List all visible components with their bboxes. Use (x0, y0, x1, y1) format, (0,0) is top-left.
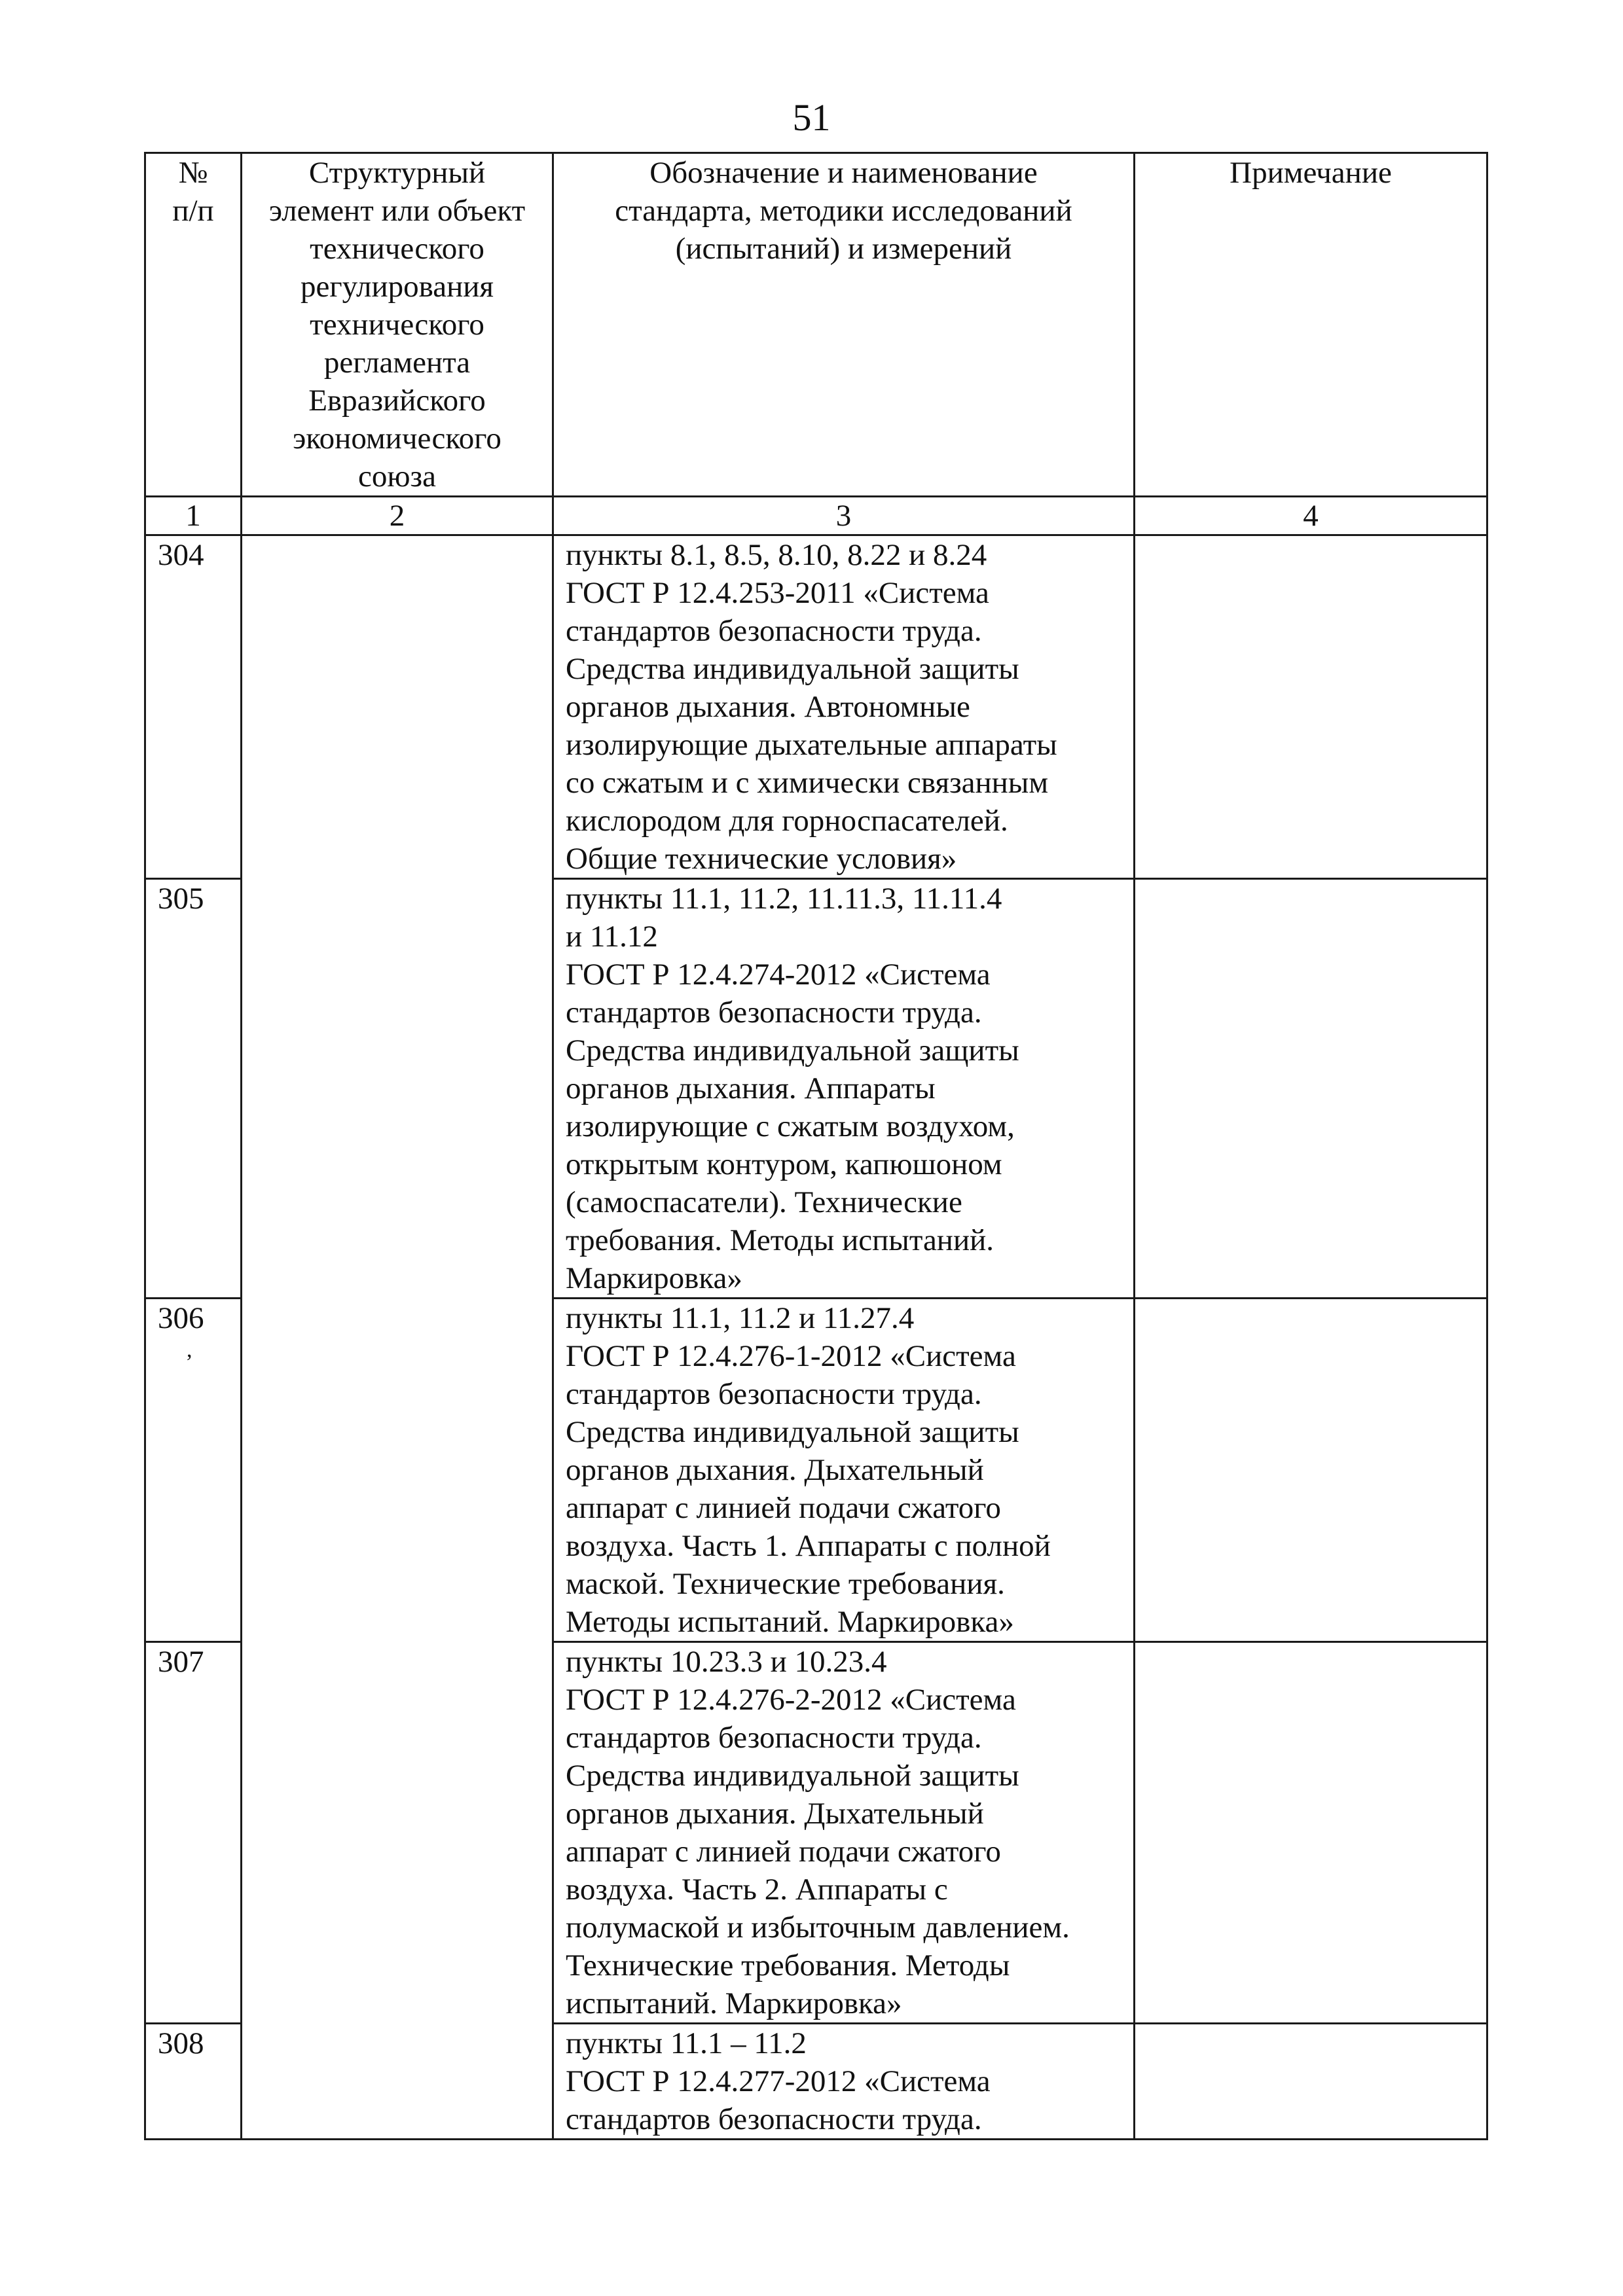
row-number: 306 (158, 1301, 204, 1335)
header-line: Обозначение и наименование (649, 156, 1038, 190)
row-mark: , (187, 1338, 192, 1362)
standard-line: (самоспасатели). Технические (566, 1185, 962, 1219)
standard-cell (553, 535, 1135, 879)
row-number: 305 (158, 882, 204, 916)
standard-line: стандартов безопасности труда. (566, 2102, 982, 2136)
standard-line: полумаской и избыточным давлением. (566, 1910, 1070, 1945)
standard-line: ГОСТ Р 12.4.274-2012 «Система (566, 958, 991, 992)
standard-line: пункты 11.1 – 11.2 (566, 2026, 807, 2060)
standard-line: ГОСТ Р 12.4.276-1-2012 «Система (566, 1339, 1016, 1373)
note-cell (1135, 1642, 1487, 2024)
standard-line: пункты 11.1, 11.2 и 11.27.4 (566, 1301, 915, 1335)
standard-line: Средства индивидуальной защиты (566, 1033, 1019, 1067)
structural-element-cell (242, 535, 553, 2140)
standard-line: Технические требования. Методы (566, 1948, 1010, 1982)
column-number: 3 (553, 497, 1135, 535)
row-number-cell (145, 2024, 242, 2140)
standard-line: пункты 11.1, 11.2, 11.11.3, 11.11.4 (566, 882, 1002, 916)
column-number: 1 (145, 497, 242, 535)
standard-line: Методы испытаний. Маркировка» (566, 1605, 1014, 1639)
column-number-row (145, 497, 1487, 535)
row-number-cell (145, 535, 242, 879)
standard-cell (553, 1642, 1135, 2024)
standard-line: ГОСТ Р 12.4.277-2012 «Система (566, 2064, 991, 2098)
note-cell (1135, 1299, 1487, 1642)
table-row (145, 535, 1487, 879)
header-line: п/п (172, 194, 214, 228)
standard-line: маской. Технические требования. (566, 1567, 1005, 1601)
row-number-cell (145, 879, 242, 1299)
header-line: регламента (323, 346, 471, 380)
standard-line: стандартов безопасности труда. (566, 1721, 982, 1755)
note-cell (1135, 535, 1487, 879)
row-number-cell (145, 1299, 242, 1642)
header-line: регулирования (300, 270, 494, 304)
row-number: 307 (158, 1645, 204, 1679)
standard-cell (553, 2024, 1135, 2140)
note-cell (1135, 2024, 1487, 2140)
header-line: союза (358, 459, 436, 493)
table-body (145, 535, 1487, 2140)
header-note (1135, 153, 1487, 497)
row-number: 308 (158, 2026, 204, 2060)
header-line: технического (310, 308, 484, 342)
standard-line: изолирующие дыхательные аппараты (566, 728, 1057, 762)
standard-line: пункты 10.23.3 и 10.23.4 (566, 1645, 887, 1679)
standard-line: кислородом для горноспасателей. (566, 804, 1008, 838)
header-standard (553, 153, 1135, 497)
standard-line: Средства индивидуальной защиты (566, 1759, 1019, 1793)
header-line: (испытаний) и измерений (675, 232, 1012, 266)
header-number (145, 153, 242, 497)
column-number: 4 (1135, 497, 1487, 535)
standard-line: органов дыхания. Дыхательный (566, 1453, 984, 1487)
column-number: 2 (242, 497, 553, 535)
standard-line: органов дыхания. Аппараты (566, 1071, 936, 1105)
standard-line: стандартов безопасности труда. (566, 1377, 982, 1411)
standard-line: Общие технические условия» (566, 842, 957, 876)
standard-line: органов дыхания. Дыхательный (566, 1797, 984, 1831)
standard-line: ГОСТ Р 12.4.276-2-2012 «Система (566, 1683, 1016, 1717)
header-line: стандарта, методики исследований (615, 194, 1072, 228)
header-structural-element (242, 153, 553, 497)
header-line: Структурный (308, 156, 486, 190)
table-header-row (145, 153, 1487, 497)
standard-line: открытым контуром, капюшоном (566, 1147, 1002, 1181)
header-line: Примечание (1230, 156, 1392, 190)
row-number: 304 (158, 538, 204, 572)
standard-line: воздуха. Часть 1. Аппараты с полной (566, 1529, 1051, 1563)
standard-line: ГОСТ Р 12.4.253-2011 «Система (566, 576, 989, 610)
standard-line: испытаний. Маркировка» (566, 1986, 902, 2020)
standard-cell (553, 879, 1135, 1299)
header-line: технического (310, 232, 484, 266)
standard-line: органов дыхания. Автономные (566, 690, 970, 724)
standard-line: стандартов безопасности труда. (566, 614, 982, 648)
standard-cell (553, 1299, 1135, 1642)
row-number-cell (145, 1642, 242, 2024)
standard-line: воздуха. Часть 2. Аппараты с (566, 1873, 948, 1907)
standard-line: аппарат с линией подачи сжатого (566, 1491, 1001, 1525)
header-line: элемент или объект (268, 194, 526, 228)
header-line: Евразийского (308, 384, 486, 418)
standard-line: аппарат с линией подачи сжатого (566, 1835, 1001, 1869)
header-line: экономического (293, 422, 501, 456)
page-number: 51 (792, 96, 831, 139)
standards-table (144, 152, 1488, 2140)
note-cell (1135, 879, 1487, 1299)
standard-line: и 11.12 (566, 920, 658, 954)
standard-line: требования. Методы испытаний. (566, 1223, 994, 1257)
standard-line: пункты 8.1, 8.5, 8.10, 8.22 и 8.24 (566, 538, 987, 572)
standard-line: Маркировка» (566, 1261, 742, 1295)
standard-line: Средства индивидуальной защиты (566, 1415, 1019, 1449)
standard-line: изолирующие с сжатым воздухом, (566, 1109, 1015, 1143)
standard-line: со сжатым и с химически связанным (566, 766, 1049, 800)
header-line: № (178, 156, 208, 190)
standard-line: стандартов безопасности труда. (566, 996, 982, 1030)
standard-line: Средства индивидуальной защиты (566, 652, 1019, 686)
